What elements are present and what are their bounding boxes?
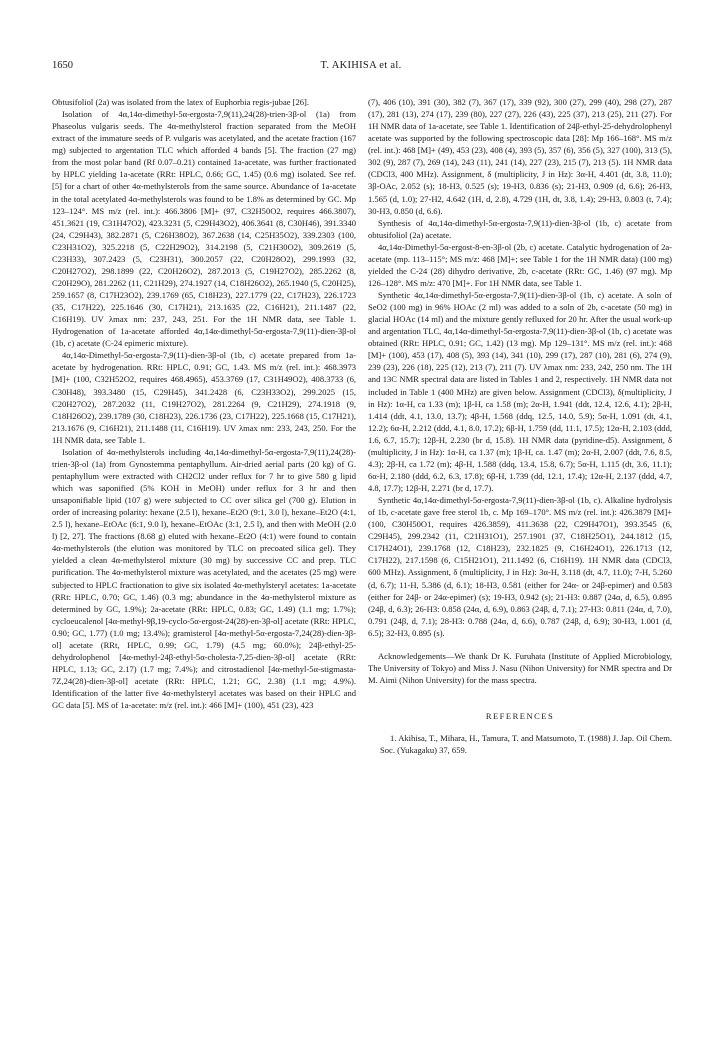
page-number: 1650 xyxy=(52,60,73,71)
running-head: T. AKIHISA et al. xyxy=(320,60,402,71)
paragraph-obtusifoliol: Obtusifoliol (2a) was isolated from the latex of Euphorbia regis-jubae [26]. xyxy=(52,97,310,107)
reference-item: 1. Akihisa, T., Mihara, H., Tamura, T. and Matsumoto, T. (1988) J. Jap. Oil Chem. Soc. (Yukagaku) 37, 659. xyxy=(380,733,672,756)
paragraph-synthesis-heading: Synthesis of 4α,14α-dimethyl-5α-ergosta-7,9(11)-dien-3β-ol (1b, c) acetate from obtusifoliol (2a) acetate. xyxy=(368,217,672,240)
left-column xyxy=(52,96,356,711)
paragraph-isolation-phaseolus: Isolation of 4α,14α-dimethyl-5α-ergosta-7,9(11),24(28)-trien-3β-ol (1a) from Phaseolus vulgaris seeds. The 4α-methylsterol fraction separated from the MeOH extract of the immature seeds of P. vulgaris was acetylated, and the acetate fraction (167 mg) subjected to argentation TLC which afforded 4 bands [5]. The fraction (27 mg) from the most polar band (Rf 0.07–0.21) contained 1a-acetate, was further fractionated by HPLC yielding 1a-acetate (RRt: HPLC, 0.66; GC, 1.45) (0.6 mg) isolated. See ref. [5] for a chart of other 4α-methylsterols from the same source. Abundance of 1a-acetate in the total acetylated 4α-methylsterols was found to be 1.8% as determined by GC. Mp 123–124°. MS m/z (rel. int.): 466.3806 [M]+ (97, C32H50O2, requires 466.3807), 451.3621 (19, C31H47O2), 423.3231 (5, C29H43O2), 406.3641 (8, C30H46), 391.3340 (24, C29H43), 382.2871 (5, C26H38O2), 367.2638 (14, C25H35O2), 339.2303 (100, C23H31O2), 325.2218 (5, C22H29O2), 314.2198 (5, C21H30O2), 309.2619 (5, C23H33), 307.2423 (5, C23H31), 300.2057 (22, C20H28O2), 299.1993 (32, C20H27O2), 298.1899 (22, C20H26O2), 287.2013 (5, C19H27O2), 285.2262 (8, C20H29O), 281.2262 (11, C21H29), 274.1927 (14, C18H26O2), 265.1940 (5, C20H25), 259.1657 (8, C17H23O2), 239.1769 (65, C18H23), 227.1779 (22, C17H23), 226.1723 (35, C17H22), 225.1646 (30, C17H21), 213.1635 (22, C16H21), 211.1487 (22, C16H19). UV λmax nm: 237, 243, 251. For the 1H NMR data, see Table 1. Hydrogenation of 1a-acetate afforded 4α,14α-dimethyl-5α-ergosta-7,9(11)-dien-3β-ol (1b, c) acetate (C-24 epimeric mixture). xyxy=(52,109,356,349)
paragraph-hydrogenation-product: 4α,14α-Dimethyl-5α-ergosta-7,9(11)-dien-3β-ol (1b, c) acetate prepared from 1a-acetate by hydrogenation. RRt: HPLC, 0.91; GC, 1.43. MS m/z (rel. int.): 468.3973 [M]+ (100, C32H52O2, requires 468.4965), 453.3769 (17, C31H49O2), 408.3733 (6, C30H48), 393.3480 (15, C29H45), 341.2428 (6, C23H33O2), 299.2025 (15, C20H27O2), 287.2032 (11, C19H27O2), 281.2264 (9, C21H29), 274.1918 (9, C18H26O2), 239.1789 (30, C18H23), 226.1736 (23, C17H22), 225.1668 (15, C17H21), 213.1676 (9, C16H21), 211.1488 (11, C16H19). UV λmax nm: 233, 243, 250. For the 1H NMR data, see Table 1. xyxy=(52,350,356,445)
paragraph-synthetic-free-sterol: Synthetic 4α,14α-dimethyl-5α-ergosta-7,9(11)-dien-3β-ol (1b, c). Alkaline hydrolysis of 1b, c-acetate gave free sterol 1b, c. Mp 169–170°. MS m/z (rel. int.): 426.3879 [M]+ (100, C30H50O1, requires 426.3859), 411.3638 (22, C29H47O1), 393.3545 (6, C29H45), 299.2342 (11, C21H31O1), 257.1901 (37, C18H25O1), 244.1812 (15, C17H24O1), 239.1768 (12, C18H23), 232.1825 (9, C16H24O1), 226.1713 (12, C17H22), 217.1598 (6, C15H21O1), 211.1492 (6, C16H19). 1H NMR data (CDCl3, 600 MHz). Assignment, δ (multiplicity, J in Hz): 3α-H, 3.118 (dt, 4.7, 11.0); 7-H, 5.260 (d, 6.7); 11-H, 5.386 (d, 6.1); 18-H3, 0.581 (either for 24α- or 24β-epimer) and 0.583 (either for 24β- or 24α-epimer) (s); 19-H3, 0.942 (s); 21-H3: 0.887 (24α, d, 6.5), 0.895 (24β, d, 6.3); 26-H3: 0.858 (24α, d, 6.9), 0.863 (24β, d, 7.1); 27-H3: 0.811 (24α, d, 7.0), 0.791 (24β, d, 7.1); 28-H3: 0.788 (24α, d, 6.6), 0.787 (24β, d, 6.9); 30-H3, 1.001 (d, 6.5); 32-H3, 0.895 (s). xyxy=(368,495,672,638)
acknowledgements: Acknowledgements—We thank Dr K. Furuhata (Institute of Applied Microbiology, The University of Tokyo) and Miss J. Nasu (Nihon University) for NMR spectra and Dr M. Aimi (Nihon University) for the mass spectra. xyxy=(368,650,672,685)
paragraph-hydrogenation-2a: 4α,14α-Dimethyl-5α-ergost-8-en-3β-ol (2b, c) acetate. Catalytic hydrogenation of 2a-acetate (mp. 113–115°; MS m/z: 468 [M]+; see Table 1 for the 1H NMR data) (100 mg) yielded the C-24 (28) dihydro derivative, 2b, c-acetate (RRt: GC, 1.46) (97 mg). Mp 126–128°. MS m/z: 470 [M]+. For 1H NMR data, see Table 1. xyxy=(368,241,672,288)
paragraph-synthetic-acetate: Synthetic 4α,14α-dimethyl-5α-ergosta-7,9(11)-dien-3β-ol (1b, c) acetate. A soln of SeO2 (100 mg) in 96% HOAc (2 ml) was added to a soln of 2b, c-acetate (50 mg) in glacial HOAc (14 ml) and the mixture gently refluxed for 20 hr. After the usual work-up and argentation TLC, 4α,14α-dimethyl-5α-ergosta-7,9(11)-dien-3β-ol (1b, c) acetate was obtained (RRt: HPLC, 0.91; GC, 1.42) (13 mg). Mp 129–131°. MS m/z (rel. int.): 468 [M]+ (100), 453 (17), 408 (5), 393 (14), 341 (10), 299 (17), 287 (10), 281 (6), 274 (9), 239 (23), 226 (18), 225 (12), 213 (7), 211 (7). UV λmax nm: 233, 242, 250 nm. The 1H and 13C NMR spectral data are listed in Tables 1 and 2, respectively. 1H NMR data not included in Table 1 (400 MHz) are given below. Assignment (CDCl3), δ(multiplicity, J in Hz): 1α-H, ca 1.33 (m); 1β-H, ca 1.58 (m); 2α-H, 1.941 (ddt, 12.4, 12.6, 4.1); 2β-H, 1.414 (ddt, 4.1, 13.0, 13.7); 4β-H, 1.568 (ddq, 12.5, 14.0, 5.9); 5α-H, 1.091 (dt, 4.1, 12.2); 6α-H, 2.212 (ddd, 4.1, 8.0, 17.2); 6β-H, 1.759 (dd, 11.1, 17.5); 12α-H, 2.103 (ddd, 1.6, 6.7, 15.7); 12β-H, 2.230 (br d, 15.8). 1H NMR data (pyridine-d5). Assignment, δ (multiplicity, J in Hz): 1α-H, ca 1.37 (m); 1β-H, ca. 1.47 (m); 2α-H, 2.007 (ddt, 7.6, 8.5, 4.3); 2β-H, ca 1.72 (m); 4β-H, 1.588 (ddq, 13.4, 15.8, 6.7); 5α-H, 1.115 (dt, 3.6, 11.1); 6α-H, 2.180 (ddd, 6.2, 6.3, 17.8); 6β-H, 1.739 (dd, 12.1, 17.4); 12α-H, 2.137 (ddd, 4.7, 4.8, 17.7); 12β-H, 2.271 (br d, 17.7). xyxy=(368,290,672,493)
paragraph-ms-continued: (7), 406 (10), 391 (30), 382 (7), 367 (17), 339 (92), 300 (27), 299 (40), 298 (27), 287 (17), 281 (13), 274 (17), 239 (80), 227 (27), 226 (43), 225 (37), 213 (25), 211 (27). For 1H NMR data of 1a-acetate, see Table 1. Identification of 24β-ethyl-25-dehydrolophenyl acetate was supported by the following spectroscopic data [28]: Mp 166–168°. MS m/z (rel. int.): 468 [M]+ (49), 453 (23), 408 (4), 393 (5), 357 (6), 356 (5), 327 (100), 313 (5), 302 (9), 287 (7), 269 (14), 243 (11), 241 (14), 227 (23), 215 (7), 213 (5). 1H NMR data (CDCl3, 400 MHz). Assignment, δ (multiplicity, J in Hz): 3α-H, 4.401 (dt, 3.8, 11.0); 3β-OAc, 2.052 (s); 18-H3, 0.525 (s); 19-H3, 0.836 (s); 21-H3, 0.909 (d, 6.6); 26-H3, 1.565 (d, 1.0); 27-H2, 4.642 (1H, d, 2.8), 4.729 (1H, dt, 3.8, 1.4); 29-H3, 0.803 (t, 7.4); 30-H3, 0.850 (d, 6.6). xyxy=(368,97,672,216)
references-heading: REFERENCES xyxy=(485,711,555,721)
paragraph-isolation-gynostemma: Isolation of 4α-methylsterols including 4α,14α-dimethyl-5α-ergosta-7,9(11),24(28)-trien-3β-ol (1a) from Gynostemma pentaphyllum. Air-dried aerial parts (20 kg) of G. pentaphyllum were extracted with CH2Cl2 under reflux for 7 hr to give 580 g lipid which was saponified (5% KOH in MeOH) under reflux for 3 hr and then unsaponifiable lipid (107 g) were subjected to CC over silica gel (700 g). Elution in order of increasing polarity: hexane (2.5 l), hexane–Et2O (9:1, 3.0 l), hexane–Et2O (4:1, 2.5 l), hexane–EtOAc (6:1, 9.0 l), hexane–EtOAc (3:1, 2.5 l), and then with MeOH (2.0 l) [2, 27]. The fractions (8.68 g) eluted with hexane–Et2O (4:1) were found to contain 4α-methylsterols (the elution was monitored by TLC on precoated silica gel). They yielded a clean 4α-methylsterol mixture (30 mg) by successive CC and prep. TLC purification. The 4α-methylsterol mixture was acetylated, and the acetates (25 mg) were subjected to HPLC fractionation to give six isolated 4α-methylsteryl acetates: 1a-acetate (RRt: HPLC, 0.70; GC, 1.46) (0.3 mg; abundance in the 4α-methylsterol mixture as determined by GC, 1.9%); 2a-acetate (RRt: HPLC, 0.83; GC, 1.49) (1.1 mg; 1.7%); cycloeucalenol [4α-methyl-9β,19-cyclo-5α-ergost-24(28)-en-3β-ol] acetate (RRt: HPLC, 0.90; GC, 1.77) (1.0 mg; 13.4%); gramisterol [4α-methyl-5α-ergosta-7,24(28)-dien-3β-ol] acetate (RRt, HPLC, 0.99; GC, 1.79) (4.5 mg; 60.0%); 24β-ethyl-25-dehydrolophenol [4α-methyl-24β-ethyl-5α-cholesta-7,25-dien-3β-ol] acetate (RRt: HPLC, 1.13; GC, 2.17) (1.7 mg; 7.4%); and citrostadienol [4α-methyl-5α-stigmasta-7Z,24(28)-dien-3β-ol] acetate (RRt: HPLC, 1.21; GC, 2.38) (1.1 mg; 4.9%). Identification of the latter five 4α-methylsteryl acetates was based on their HPLC and GC data [5]. MS of 1a-acetate: m/z (rel. int.): 466 [M]+ (100), 451 (23), 423 xyxy=(52,446,356,711)
page-header xyxy=(52,60,670,76)
right-column xyxy=(368,96,672,756)
